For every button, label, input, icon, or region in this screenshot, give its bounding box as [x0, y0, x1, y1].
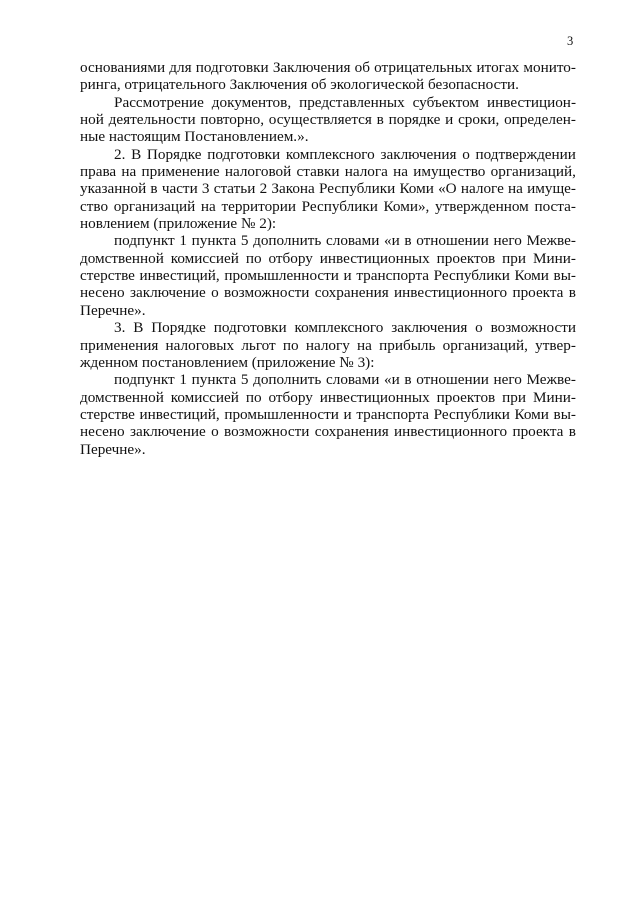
text-line: основаниями для подготовки Заключения об отрицательных итогах монито- [80, 59, 576, 76]
text-line: ные настоящим Постановлением.». [80, 128, 309, 146]
text-line: ринга, отрицательного Заключения об экологической безопасности. [80, 76, 519, 94]
text-line: применения налоговых льгот по налогу на прибыль организаций, утвер- [80, 336, 576, 354]
document-body [80, 59, 576, 458]
text-line: Рассмотрение документов, представленных субъектом инвестицион- [114, 93, 576, 111]
text-line: Перечне». [80, 440, 146, 458]
text-line: подпункт 1 пункта 5 дополнить словами «и в отношении него Межве- [114, 371, 576, 389]
text-line: жденном постановлением (приложение № 3): [80, 353, 375, 371]
text-line: несено заключение о возможности сохранения инвестиционного проекта в [80, 284, 576, 302]
text-line: стерстве инвестиций, промышленности и транспорта Республики Коми вы- [80, 267, 576, 285]
text-line: стерстве инвестиций, промышленности и транспорта Республики Коми вы- [80, 405, 576, 423]
text-line: несено заключение о возможности сохранения инвестиционного проекта в [80, 423, 576, 441]
text-line: домственной комиссией по отбору инвестиционных проектов при Мини- [80, 249, 576, 267]
text-line: Перечне». [80, 301, 146, 319]
page-number: 3 [567, 34, 574, 48]
text-line: 2. В Порядке подготовки комплексного заключения о подтверждении [114, 145, 576, 163]
text-line: 3. В Порядке подготовки комплексного заключения о возможности [114, 319, 576, 337]
text-line: новлением (приложение № 2): [80, 215, 277, 233]
text-line: права на применение налоговой ставки налога на имущество организаций, [80, 163, 576, 181]
text-line: ной деятельности повторно, осуществляется в порядке и сроки, определен- [80, 111, 576, 129]
text-line: домственной комиссией по отбору инвестиционных проектов при Мини- [80, 388, 576, 406]
text-line: подпункт 1 пункта 5 дополнить словами «и в отношении него Межве- [114, 232, 576, 250]
text-line: ство организаций на территории Республики Коми», утвержденном поста- [80, 197, 576, 215]
text-line: указанной в части 3 статьи 2 Закона Республики Коми «О налоге на имуще- [80, 180, 576, 198]
